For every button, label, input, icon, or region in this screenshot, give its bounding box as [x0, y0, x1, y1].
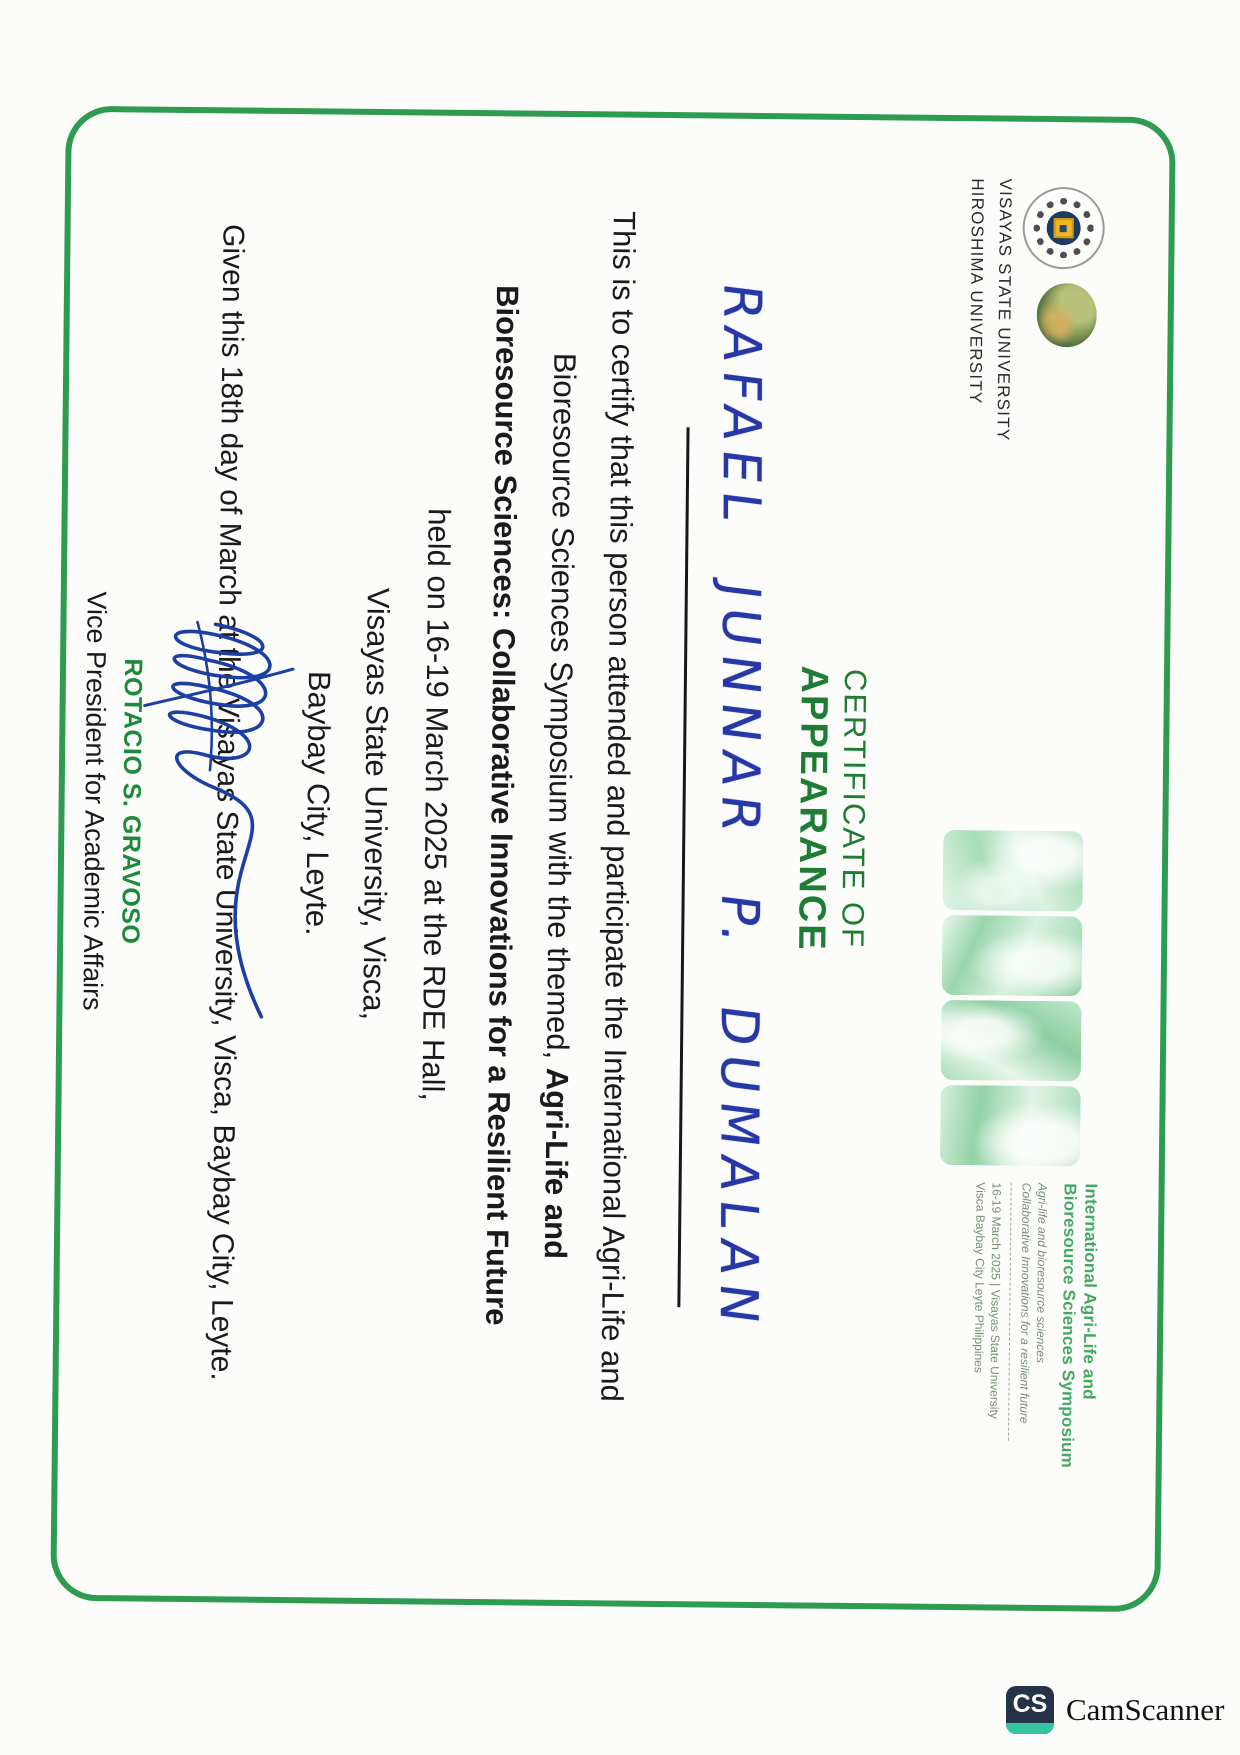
camscanner-icon-text: CS — [1012, 1690, 1048, 1718]
body-line-4: held on 16-19 March 2025 at the RDE Hall, — [415, 508, 457, 1102]
body-line-1: This is to certify that this person attended and participate the International Agri-Life and — [594, 210, 642, 1403]
event-logo-block — [970, 1182, 1102, 1468]
event-photo-strip — [940, 830, 1084, 1166]
recipient-name-handwritten: RAFAEL JUNNAR P. DUMALAN — [707, 279, 772, 1336]
camscanner-label: CamScanner — [1066, 1692, 1225, 1727]
camscanner-icon — [1006, 1686, 1054, 1734]
event-subtitle-line2: Collaborative Innovations for a resilient future — [1017, 1182, 1034, 1424]
body-line-2: Bioresource Sciences Symposium with the themed, Agri-Life and — [537, 352, 583, 1260]
signature-ink — [126, 601, 315, 1033]
event-title-line2: Bioresource Sciences Symposium — [1057, 1183, 1080, 1469]
camscanner-watermark — [1006, 1686, 1224, 1734]
event-dashed-divider — [1008, 1183, 1012, 1441]
vsu-seal-core — [1046, 211, 1080, 245]
event-photo — [941, 1000, 1082, 1081]
vsu-seal-square — [1054, 218, 1074, 238]
event-subtitle-line1: Agri-life and bioresource sciences — [1033, 1182, 1050, 1364]
given-date-line: Given this 18th day of March at the Visayas State University, Visca, Baybay City, Leyte. — [204, 223, 250, 1381]
vsu-seal-text-ring — [1033, 198, 1094, 259]
body-line-5: Visayas State University, Visca, — [356, 587, 396, 1021]
event-detail-line1: 16-19 March 2025 | Visayas State University — [987, 1182, 1004, 1419]
signatory-title: Vice President for Academic Affairs — [77, 591, 112, 1011]
certificate-title-line2: APPEARANCE — [790, 665, 836, 952]
university-names — [960, 178, 1019, 441]
event-photo — [940, 1085, 1081, 1166]
body-line-6: Baybay City, Leyte. — [299, 670, 337, 936]
event-detail-line2: Visca Baybay City Leyte Philippines — [971, 1182, 988, 1373]
university-name-2: HIROSHIMA UNIVERSITY — [965, 178, 988, 405]
vsu-seal-icon — [1022, 187, 1105, 270]
camscanner-icon-bar — [1006, 1723, 1054, 1734]
body-line-2-bold: Agri-Life and — [537, 1067, 575, 1260]
body-line-3: Bioresource Sciences: Collaborative Innovations for a Resilient Future — [479, 284, 526, 1326]
university-name-1: VISAYAS STATE UNIVERSITY — [993, 178, 1016, 442]
event-title-line1: International Agri-Life and — [1079, 1183, 1101, 1400]
signatory-name: ROTACIO S. GRAVOSO — [116, 658, 148, 945]
event-photo — [943, 830, 1084, 911]
certificate-title-line1: CERTIFICATE OF — [835, 668, 874, 950]
event-photo — [942, 915, 1083, 996]
hiroshima-university-logo-icon — [1036, 283, 1097, 348]
